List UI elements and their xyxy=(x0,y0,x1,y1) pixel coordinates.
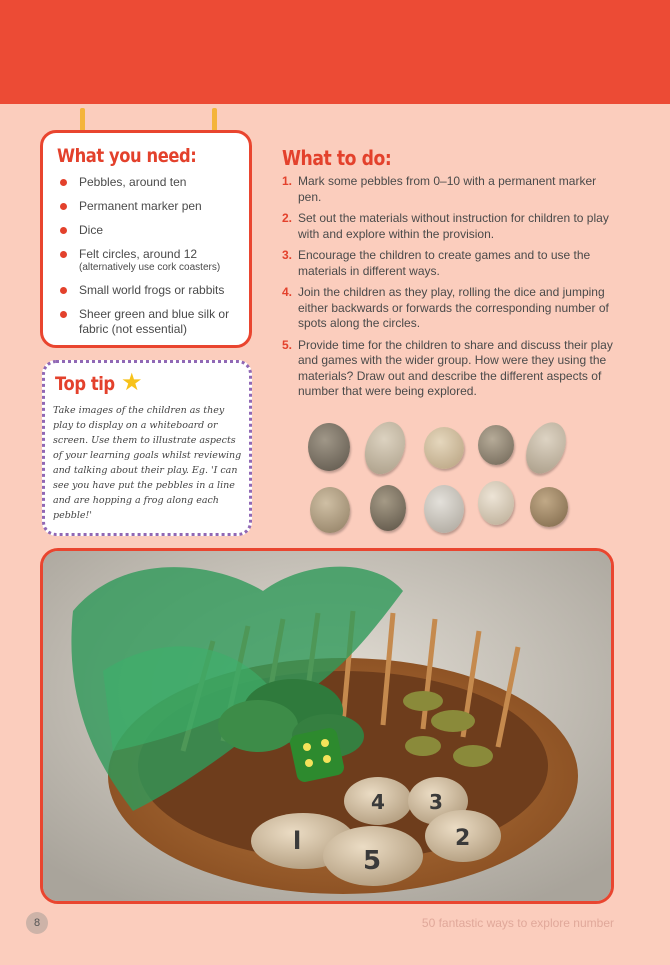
pebble-number: 2 xyxy=(455,826,471,851)
what-you-need-heading: What you need: xyxy=(57,145,197,167)
pebble-number: 5 xyxy=(363,846,382,876)
list-item xyxy=(57,283,247,298)
list-item-text: Small world frogs or rabbits xyxy=(79,283,225,297)
list-item xyxy=(57,307,247,337)
step-number: 5. xyxy=(282,337,293,352)
list-item-text: Permanent marker pen xyxy=(79,199,202,213)
step-text: Mark some pebbles from 0–10 with a permanent marker pen. xyxy=(298,174,597,204)
top-tip-box xyxy=(42,360,252,536)
pebble-number: l xyxy=(293,827,302,855)
pebble xyxy=(308,423,350,471)
step-item xyxy=(282,248,618,279)
step-text: Set out the materials without instruction for children to play with and explore within the provision. xyxy=(298,211,609,241)
what-you-need-box xyxy=(40,130,252,348)
bullet-icon xyxy=(60,251,67,258)
page-number: 8 xyxy=(26,912,48,934)
top-tip-heading: Top tip xyxy=(55,373,115,395)
step-number: 3. xyxy=(282,248,293,262)
pebble xyxy=(358,416,412,480)
list-item-note: (alternatively use cork coasters) xyxy=(79,262,221,273)
step-number: 4. xyxy=(282,285,293,299)
basket-photo-illustration xyxy=(43,551,611,901)
list-item xyxy=(57,199,247,214)
book-title-footer: 50 fantastic ways to explore number xyxy=(421,916,614,930)
what-to-do-heading: What to do: xyxy=(282,146,392,170)
pebble xyxy=(530,487,568,527)
pebble xyxy=(370,485,406,531)
step-item xyxy=(282,285,618,332)
steps-list xyxy=(282,174,618,406)
step-text: Provide time for the children to share and discuss their play and games with the wider group. How were they using the materials? Draw out and describe the different aspects of number that were being explored. xyxy=(298,337,613,398)
pebble xyxy=(478,481,514,525)
top-tip-text: Take images of the children as they play to display on a whiteboard or screen. Use them to illustrate aspects of your learning goals whilst reviewing and talking about their play. Eg. 'I can see you have put the pebbles in a line and are hopping a frog along each pebble!' xyxy=(53,405,242,521)
list-item-text: Pebbles, around ten xyxy=(79,175,187,189)
header-shadow xyxy=(0,0,670,104)
pebble xyxy=(478,425,514,465)
star-icon: ★ xyxy=(121,369,143,396)
pebbles-image xyxy=(300,415,580,535)
pebble-number: 4 xyxy=(371,790,385,814)
activity-photo xyxy=(40,548,614,904)
step-number: 2. xyxy=(282,211,293,225)
step-item xyxy=(282,338,618,400)
bullet-icon xyxy=(60,227,67,234)
step-text: Join the children as they play, rolling the dice and jumping either backwards or forwards the corresponding number of spots along the circles. xyxy=(298,285,609,330)
list-item xyxy=(57,223,247,238)
step-item xyxy=(282,174,618,205)
list-item-text: Sheer green and blue silk or fabric (not essential) xyxy=(79,307,230,336)
bullet-icon xyxy=(60,203,67,210)
step-number: 1. xyxy=(282,174,293,188)
pebble xyxy=(424,427,464,469)
list-item xyxy=(57,247,247,274)
step-item xyxy=(282,211,618,242)
list-item xyxy=(57,175,247,190)
pebble xyxy=(518,416,573,480)
list-item-text: Felt circles, around 12 xyxy=(79,247,198,261)
bullet-icon xyxy=(60,179,67,186)
pebble xyxy=(424,485,464,533)
dice xyxy=(289,727,346,784)
bullet-icon xyxy=(60,287,67,294)
list-item-text: Dice xyxy=(79,223,104,237)
materials-list xyxy=(57,175,247,346)
bullet-icon xyxy=(60,311,67,318)
pebble xyxy=(310,487,350,533)
step-text: Encourage the children to create games and to use the materials in different ways. xyxy=(298,248,591,278)
pebble-number: 3 xyxy=(429,790,443,814)
